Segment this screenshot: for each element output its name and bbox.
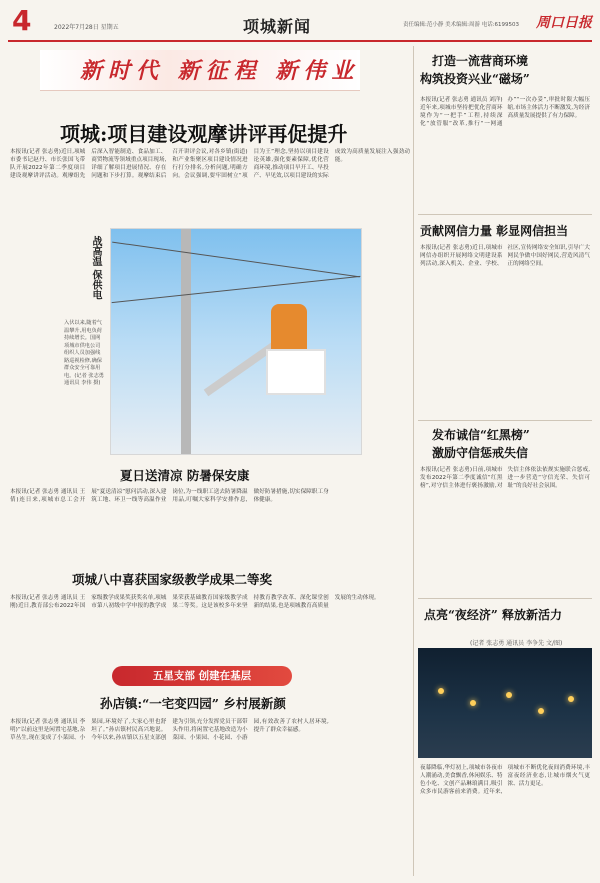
street-light: [568, 696, 574, 702]
divider: [418, 214, 592, 215]
photo-caption-body: 入伏以来,随着气温攀升,用电负荷持续增长。国网项城市供电公司组织人员加强线路巡视检修,确保群众安全可靠用电。(记者 张志勇 通讯员 李伟 摄): [64, 320, 104, 386]
newspaper-logo: 周口日报: [536, 15, 592, 31]
lead-body: 本报讯(记者 张志勇)近日,项城市委书记赵丹、市长张国飞带队开展2022年第二季度项目建设观摩讲评活动。观摩组先后深入智能制造、食品加工、商贸物流等领域重点项目现场,详细了解项目进展情况、存在问题和下步打算。观摩结束后召开讲评会议,对各乡镇(街道)和产业集聚区项目建设情况进行打分排名,分析问题,明确方向。会议强调,要牢固树立“项目为王”理念,坚持以项目建设论英雄,强化要素保障,优化营商环境,推动项目早开工、早投产、早见效,以项目建设的实际成效为高质量发展注入强劲动能。: [10, 149, 410, 179]
section-pill: 五星支部 创建在基层: [112, 666, 292, 686]
line-worker: [271, 304, 307, 354]
bucket-truck-basket: [266, 349, 326, 395]
story4-headline: 孙店镇:“一宅变四园” 乡村展新颜: [100, 696, 286, 711]
street-light: [470, 700, 476, 706]
right-story1-headline-1: 打造一流营商环境: [432, 54, 529, 68]
banner-text: 新时代 新征程 新伟业: [80, 58, 360, 84]
story3-headline: 项城八中喜获国家级教学成果二等奖: [72, 572, 273, 587]
masthead: [8, 6, 592, 42]
photo-caption-title: 战高温 保供电: [90, 236, 101, 300]
story3-body: 本报讯(记者 张志勇 通讯员 王刚)近日,教育部公布2022年国家级教学成果奖获奖名单,项城市第八初级中学申报的教学成果荣获基础教育国家级教学成果二等奖。这是该校多年来坚持教育教学改革、深化课堂创新的结果,也是项城教育高质量发展的生动体现。: [10, 595, 380, 609]
right-story3-headline-1: 发布诚信“红黑榜”: [432, 428, 530, 442]
right-story4-body: 夜幕降临,华灯初上,项城市各夜市人潮涌动,美食飘香,休闲娱乐、特色小吃、文创产品琳琅满目,吸引众多市民游客前来消费。近年来,项城市不断优化夜间消费环境,丰富夜经济业态,让城市烟火气更浓、活力更足。: [420, 765, 590, 795]
street-light: [438, 688, 444, 694]
right-story2-headline: 贡献网信力量 彰显网信担当: [420, 224, 569, 238]
power-line: [112, 276, 361, 303]
theme-banner: [40, 50, 360, 91]
right-story1-headline-2: 构筑投资兴业“磁场”: [420, 72, 530, 86]
editor-line: 责任编辑:范小静 美术编辑:周游 电话:6199503: [403, 22, 520, 28]
date-line: 2022年7月28日 星期五: [54, 24, 119, 31]
power-line: [112, 242, 360, 278]
section-title: 项城新闻: [243, 17, 312, 36]
right-story3-headline-2: 激励守信惩戒失信: [432, 446, 529, 460]
right-story2-body: 本报讯(记者 张志勇)近日,项城市网信办组织开展网络文明建设系列活动,深入机关、企业、学校、社区,宣传网络安全知识,引导广大网民争做中国好网民,营造风清气正的网络空间。: [420, 245, 590, 267]
right-story4-headline: 点亮“夜经济” 释放新活力: [424, 608, 562, 622]
story2-headline: 夏日送清凉 防暑保安康: [120, 468, 250, 483]
column-divider: [413, 46, 414, 876]
street-light: [538, 708, 544, 714]
utility-pole: [181, 229, 191, 454]
night-market-photo: [418, 648, 592, 758]
lead-headline: 项城:项目建设观摩讲评再促提升: [60, 122, 348, 146]
divider: [418, 598, 592, 599]
right-story3-body: 本报讯(记者 张志勇)日前,项城市发布2022年第二季度诚信“红黑榜”,对守信主体进行褒扬激励,对失信主体依法依规实施联合惩戒,进一步营造“守信光荣、失信可耻”的良好社会氛围。: [420, 467, 590, 489]
street-light: [506, 692, 512, 698]
story4-body: 本报讯(记者 张志勇 通讯员 李明)“以前这里是闲置宅基地,杂草丛生,现在变成了小菜园、小果园,环境好了,大家心里也舒坦了。”孙店镇村民高兴地说。今年以来,孙店镇以五星支部创建为引领,充分发挥党员干部带头作用,将闲置宅基地改造为小菜园、小果园、小花园、小游园,有效改善了农村人居环境,提升了群众幸福感。: [10, 719, 329, 741]
story2-body: 本报讯(记者 张志勇 通讯员 王倩)连日来,项城市总工会开展“夏送清凉”慰问活动,深入建筑工地、环卫一线等高温作业岗位,为一线职工送去防暑降温用品,叮嘱大家科学安排作息,做好防暑措施,切实保障职工身体健康。: [10, 489, 329, 503]
power-worker-photo: [110, 228, 362, 455]
photo-credit: (记者 张志勇 通讯员 李争先 文/图): [470, 640, 563, 647]
right-story1-body: 本报讯(记者 张志勇 通讯员 刘洋)近年来,项城市坚持把优化营商环境作为“一把手”工程,持续深化“放管服”改革,推行“一网通办”“一次办妥”,审批时限大幅压缩,市场主体活力不断激发,为经济高质量发展提供了有力保障。: [420, 97, 590, 127]
page-number: 4: [12, 4, 32, 37]
divider: [418, 420, 592, 421]
